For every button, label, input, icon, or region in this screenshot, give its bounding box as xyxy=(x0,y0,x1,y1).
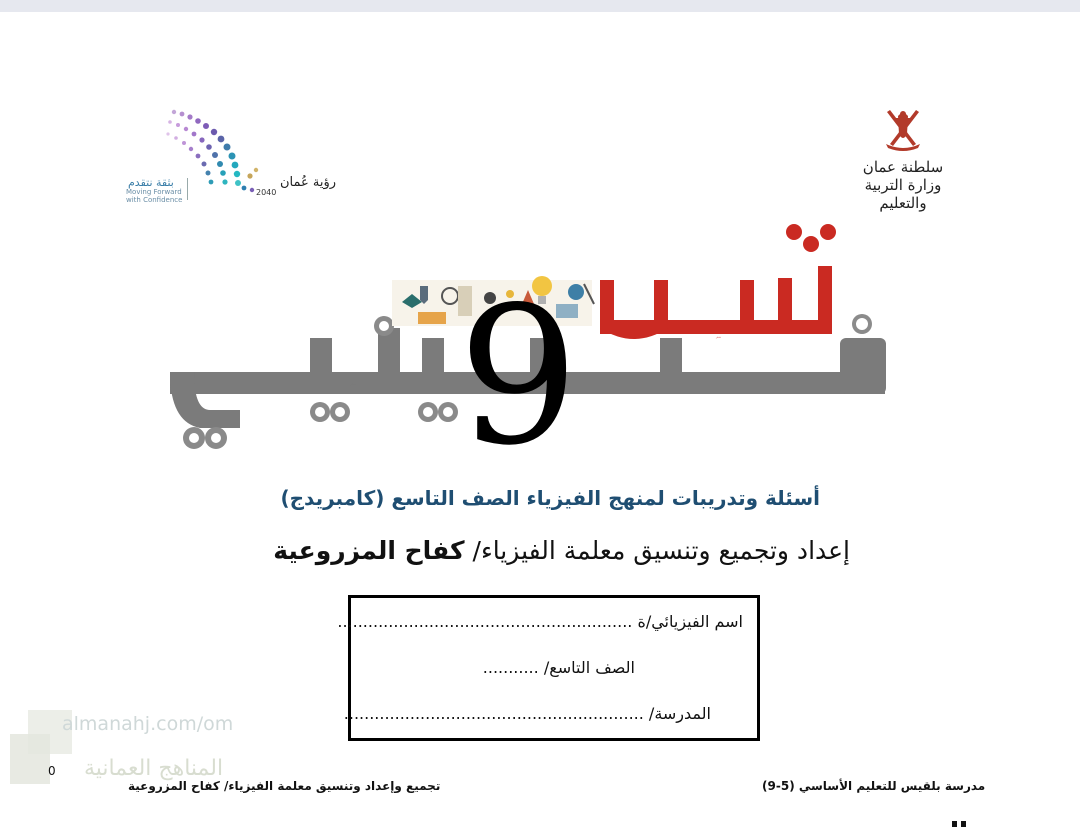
ministry-emblem xyxy=(848,100,958,212)
vision-title: رؤية عُمان xyxy=(280,175,337,190)
vision-divider xyxy=(187,178,188,200)
watermark-url: almanahj.com/om xyxy=(62,713,234,735)
student-info-box xyxy=(337,595,760,741)
grade-field[interactable]: الصف التاسع/ ........... xyxy=(482,658,635,677)
watermark-square xyxy=(10,734,50,784)
emblem-line-1: سلطنة عمان xyxy=(862,158,944,176)
vision-slogan-english-1: Moving Forward xyxy=(126,188,182,196)
watermark-name: المناهج العمانية xyxy=(84,756,224,781)
cover-subtitle: أسئلة وتدريبات لمنهج الفيزياء الصف التاسع (كامبريدج) xyxy=(280,486,820,510)
vision-year: 2040 xyxy=(256,188,277,197)
next-page-fragment xyxy=(952,812,974,818)
vision-slogan-english-2: with Confidence xyxy=(126,196,183,204)
author-name: كفاح المزروعية xyxy=(273,536,465,565)
title-top-text: شاطر xyxy=(716,337,721,339)
title-top-shater xyxy=(600,224,836,339)
emblem-line-2: وزارة التربية والتعليم xyxy=(864,176,942,212)
top-bar xyxy=(0,0,1080,12)
grade-number: 9 xyxy=(458,266,579,487)
vision-slogan-arabic: بثقة نتقدم xyxy=(128,176,174,189)
page-number: 0 xyxy=(48,764,56,778)
author-prefix: إعداد وتجميع وتنسيق معلمة الفيزياء/ xyxy=(472,536,850,565)
school-field[interactable]: المدرسة/ ........................................................... xyxy=(343,704,711,723)
khanjar-emblem-icon xyxy=(876,100,930,154)
author-line xyxy=(220,536,850,565)
footer-school: مدرسة بلقيس للتعليم الأساسي (5-9) xyxy=(762,779,986,793)
footer-author: تجميع وإعداد وتنسيق معلمة الفيزياء/ كفاح المزروعية xyxy=(128,779,441,793)
title-bottom-text: فيزيائي xyxy=(350,384,357,386)
student-name-field[interactable]: اسم الفيزيائي/ة .......................................................... xyxy=(337,612,743,631)
